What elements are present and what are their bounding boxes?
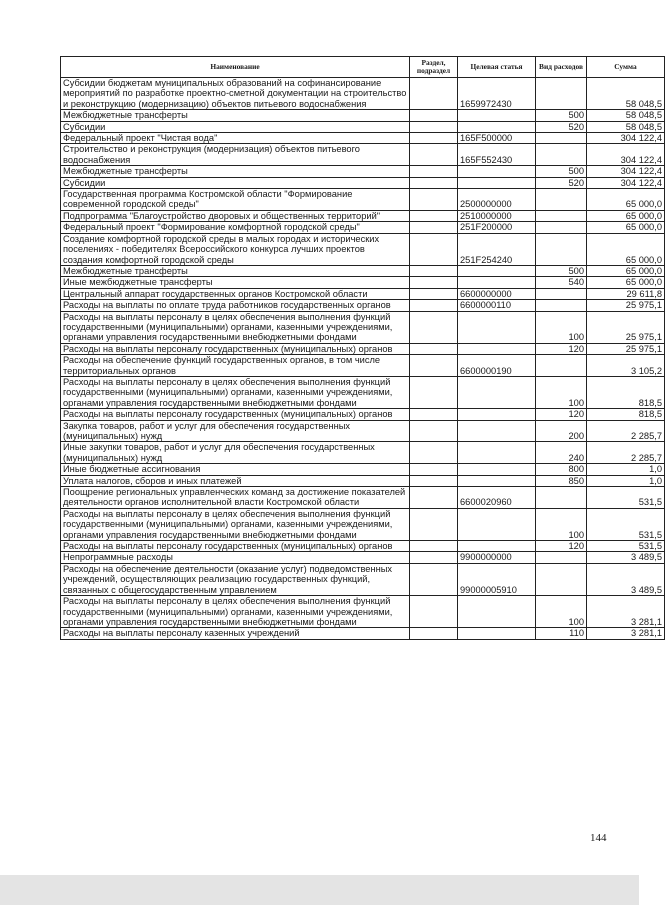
row-name: Межбюджетные трансферты <box>61 265 410 276</box>
row-name: Межбюджетные трансферты <box>61 166 410 177</box>
row-expense-type: 850 <box>536 475 587 486</box>
table-row <box>61 288 665 299</box>
row-expense-type: 110 <box>536 628 587 639</box>
row-article <box>458 541 536 552</box>
row-article: 251F254240 <box>458 233 536 265</box>
row-sum: 2 285,7 <box>587 420 665 442</box>
table-row <box>61 563 665 595</box>
row-expense-type: 100 <box>536 596 587 628</box>
header-name: Наименование <box>61 57 410 78</box>
row-sum: 65 000,0 <box>587 189 665 211</box>
row-expense-type <box>536 233 587 265</box>
table-row <box>61 487 665 509</box>
row-sum: 304 122,4 <box>587 144 665 166</box>
table-header <box>61 57 665 78</box>
row-section <box>410 144 458 166</box>
budget-table <box>60 56 665 640</box>
row-article: 6600000000 <box>458 288 536 299</box>
row-section <box>410 300 458 311</box>
row-article <box>458 628 536 639</box>
table-row <box>61 177 665 188</box>
row-expense-type <box>536 144 587 166</box>
row-expense-type: 100 <box>536 376 587 408</box>
row-article <box>458 442 536 464</box>
row-expense-type <box>536 552 587 563</box>
scan-bottom-margin <box>0 875 639 905</box>
row-section <box>410 508 458 540</box>
row-expense-type: 520 <box>536 177 587 188</box>
row-article: 165F500000 <box>458 133 536 144</box>
row-sum: 58 048,5 <box>587 78 665 110</box>
row-name: Расходы на выплаты персоналу государственных (муниципальных) органов <box>61 541 410 552</box>
table-row <box>61 133 665 144</box>
row-name: Расходы на выплаты по оплате труда работников государственных органов <box>61 300 410 311</box>
row-expense-type <box>536 189 587 211</box>
table-row <box>61 210 665 221</box>
table-row <box>61 552 665 563</box>
row-sum: 3 281,1 <box>587 628 665 639</box>
row-name: Государственная программа Костромской области "Формирование современной городской среды" <box>61 189 410 211</box>
table-row <box>61 376 665 408</box>
row-section <box>410 376 458 408</box>
row-sum: 304 122,4 <box>587 133 665 144</box>
row-expense-type: 200 <box>536 420 587 442</box>
table-row <box>61 420 665 442</box>
row-article: 165F552430 <box>458 144 536 166</box>
row-section <box>410 121 458 132</box>
header-expense-type: Вид расходов <box>536 57 587 78</box>
row-expense-type: 500 <box>536 265 587 276</box>
row-article: 2510000000 <box>458 210 536 221</box>
row-name: Уплата налогов, сборов и иных платежей <box>61 475 410 486</box>
row-name: Расходы на выплаты персоналу в целях обеспечения выполнения функций государственными (муниципальными) органами, казенными учреждениями, органами управления государственными внебюджетными фондами <box>61 508 410 540</box>
row-section <box>410 464 458 475</box>
row-article <box>458 508 536 540</box>
row-section <box>410 265 458 276</box>
table-row <box>61 222 665 233</box>
row-sum: 531,5 <box>587 541 665 552</box>
row-sum: 65 000,0 <box>587 210 665 221</box>
row-expense-type: 800 <box>536 464 587 475</box>
row-section <box>410 210 458 221</box>
table-row <box>61 355 665 377</box>
row-name: Расходы на выплаты персоналу казенных учреждений <box>61 628 410 639</box>
row-sum: 29 611,8 <box>587 288 665 299</box>
row-article: 6600020960 <box>458 487 536 509</box>
row-article <box>458 121 536 132</box>
row-name: Субсидии бюджетам муниципальных образований на софинансирование мероприятий по разработке проектно-сметной документации на строительство и реконструкцию (модернизацию) объектов питьевого водоснабжения <box>61 78 410 110</box>
table-row <box>61 265 665 276</box>
row-sum: 65 000,0 <box>587 222 665 233</box>
row-sum: 818,5 <box>587 409 665 420</box>
table-row <box>61 442 665 464</box>
row-article <box>458 409 536 420</box>
row-expense-type <box>536 563 587 595</box>
row-expense-type <box>536 222 587 233</box>
row-expense-type <box>536 355 587 377</box>
row-expense-type: 100 <box>536 508 587 540</box>
row-sum: 1,0 <box>587 464 665 475</box>
row-article: 2500000000 <box>458 189 536 211</box>
row-sum: 25 975,1 <box>587 300 665 311</box>
row-name: Расходы на выплаты персоналу государственных (муниципальных) органов <box>61 409 410 420</box>
row-article: 1659972430 <box>458 78 536 110</box>
row-name: Поощрение региональных управленческих команд за достижение показателей деятельности органов исполнительной власти Костромской области <box>61 487 410 509</box>
row-section <box>410 596 458 628</box>
row-article: 251F200000 <box>458 222 536 233</box>
row-name: Строительство и реконструкция (модернизация) объектов питьевого водоснабжения <box>61 144 410 166</box>
table-row <box>61 508 665 540</box>
row-name: Федеральный проект "Чистая вода" <box>61 133 410 144</box>
row-expense-type <box>536 300 587 311</box>
row-sum: 3 489,5 <box>587 563 665 595</box>
row-article <box>458 166 536 177</box>
row-article: 99000005910 <box>458 563 536 595</box>
row-section <box>410 563 458 595</box>
table-row <box>61 475 665 486</box>
row-section <box>410 189 458 211</box>
row-article <box>458 311 536 343</box>
row-sum: 304 122,4 <box>587 166 665 177</box>
table-row <box>61 277 665 288</box>
row-expense-type: 500 <box>536 166 587 177</box>
row-sum: 65 000,0 <box>587 233 665 265</box>
row-section <box>410 277 458 288</box>
row-sum: 818,5 <box>587 376 665 408</box>
table-row <box>61 596 665 628</box>
table-row <box>61 144 665 166</box>
row-sum: 3 489,5 <box>587 552 665 563</box>
page-number: 144 <box>590 832 607 844</box>
row-article <box>458 343 536 354</box>
row-section <box>410 475 458 486</box>
row-section <box>410 133 458 144</box>
row-article: 9900000000 <box>458 552 536 563</box>
row-sum: 65 000,0 <box>587 277 665 288</box>
row-article: 6600000110 <box>458 300 536 311</box>
row-section <box>410 442 458 464</box>
row-sum: 58 048,5 <box>587 121 665 132</box>
row-article <box>458 596 536 628</box>
table-row <box>61 464 665 475</box>
row-expense-type: 540 <box>536 277 587 288</box>
header-section: Раздел, подраздел <box>410 57 458 78</box>
row-section <box>410 177 458 188</box>
row-name: Подпрограмма "Благоустройство дворовых и общественных территорий" <box>61 210 410 221</box>
row-name: Расходы на обеспечение функций государственных органов, в том числе территориальных органов <box>61 355 410 377</box>
row-expense-type: 120 <box>536 541 587 552</box>
header-sum: Сумма <box>587 57 665 78</box>
row-name: Иные закупки товаров, работ и услуг для обеспечения государственных (муниципальных) нужд <box>61 442 410 464</box>
row-expense-type <box>536 133 587 144</box>
table-row <box>61 541 665 552</box>
row-section <box>410 552 458 563</box>
row-article <box>458 376 536 408</box>
row-name: Межбюджетные трансферты <box>61 110 410 121</box>
row-section <box>410 233 458 265</box>
row-expense-type <box>536 487 587 509</box>
row-section <box>410 541 458 552</box>
header-row <box>61 57 665 78</box>
row-sum: 1,0 <box>587 475 665 486</box>
table-row <box>61 166 665 177</box>
row-sum: 58 048,5 <box>587 110 665 121</box>
row-section <box>410 222 458 233</box>
row-name: Субсидии <box>61 177 410 188</box>
row-section <box>410 628 458 639</box>
table-row <box>61 121 665 132</box>
table-row <box>61 189 665 211</box>
row-expense-type <box>536 78 587 110</box>
row-name: Иные межбюджетные трансферты <box>61 277 410 288</box>
row-sum: 3 105,2 <box>587 355 665 377</box>
row-section <box>410 343 458 354</box>
row-sum: 531,5 <box>587 487 665 509</box>
row-expense-type: 120 <box>536 343 587 354</box>
row-section <box>410 110 458 121</box>
header-article: Целевая статья <box>458 57 536 78</box>
row-article <box>458 177 536 188</box>
row-expense-type: 100 <box>536 311 587 343</box>
row-expense-type: 120 <box>536 409 587 420</box>
row-section <box>410 420 458 442</box>
row-expense-type <box>536 288 587 299</box>
table-row <box>61 300 665 311</box>
row-name: Субсидии <box>61 121 410 132</box>
row-article: 6600000190 <box>458 355 536 377</box>
row-name: Закупка товаров, работ и услуг для обеспечения государственных (муниципальных) нужд <box>61 420 410 442</box>
row-article <box>458 265 536 276</box>
table-body <box>61 78 665 640</box>
row-name: Создание комфортной городской среды в малых городах и исторических поселениях - победителях Всероссийского конкурса лучших проектов создания комфортной городской среды <box>61 233 410 265</box>
row-section <box>410 288 458 299</box>
row-article <box>458 464 536 475</box>
row-name: Расходы на выплаты персоналу государственных (муниципальных) органов <box>61 343 410 354</box>
row-article <box>458 110 536 121</box>
row-expense-type: 500 <box>536 110 587 121</box>
row-section <box>410 409 458 420</box>
row-section <box>410 166 458 177</box>
table-row <box>61 628 665 639</box>
table-row <box>61 78 665 110</box>
row-name: Непрограммные расходы <box>61 552 410 563</box>
row-article <box>458 475 536 486</box>
row-sum: 304 122,4 <box>587 177 665 188</box>
row-sum: 65 000,0 <box>587 265 665 276</box>
row-section <box>410 311 458 343</box>
row-sum: 2 285,7 <box>587 442 665 464</box>
row-name: Иные бюджетные ассигнования <box>61 464 410 475</box>
row-name: Расходы на выплаты персоналу в целях обеспечения выполнения функций государственными (муниципальными) органами, казенными учреждениями, органами управления государственными внебюджетными фондами <box>61 311 410 343</box>
row-name: Расходы на выплаты персоналу в целях обеспечения выполнения функций государственными (муниципальными) органами, казенными учреждениями, органами управления государственными внебюджетными фондами <box>61 376 410 408</box>
table-row <box>61 311 665 343</box>
row-sum: 25 975,1 <box>587 311 665 343</box>
row-name: Расходы на выплаты персоналу в целях обеспечения выполнения функций государственными (муниципальными) органами, казенными учреждениями, органами управления государственными внебюджетными фондами <box>61 596 410 628</box>
table-row <box>61 343 665 354</box>
table-row <box>61 110 665 121</box>
row-section <box>410 78 458 110</box>
row-expense-type: 240 <box>536 442 587 464</box>
row-name: Расходы на обеспечение деятельности (оказание услуг) подведомственных учреждений, осуществляющих реализацию государственных функций, связанных с общегосударственным управлением <box>61 563 410 595</box>
row-name: Федеральный проект "Формирование комфортной городской среды" <box>61 222 410 233</box>
row-sum: 3 281,1 <box>587 596 665 628</box>
row-expense-type: 520 <box>536 121 587 132</box>
row-section <box>410 355 458 377</box>
row-article <box>458 420 536 442</box>
table-row <box>61 409 665 420</box>
row-name: Центральный аппарат государственных органов Костромской области <box>61 288 410 299</box>
row-sum: 25 975,1 <box>587 343 665 354</box>
row-section <box>410 487 458 509</box>
row-sum: 531,5 <box>587 508 665 540</box>
row-article <box>458 277 536 288</box>
table-row <box>61 233 665 265</box>
row-expense-type <box>536 210 587 221</box>
